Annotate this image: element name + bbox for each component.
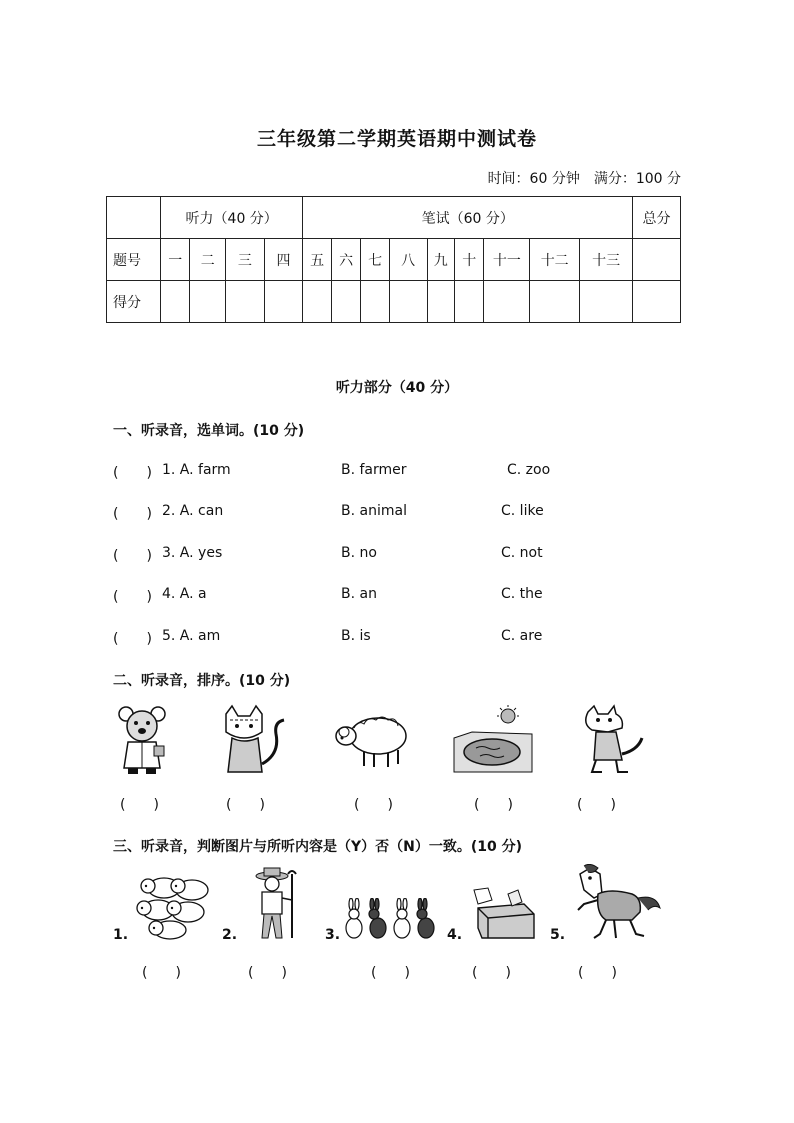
total-header: 总分 [633, 197, 681, 239]
order-paren[interactable]: ( ) [354, 797, 393, 813]
judge-paren[interactable]: ( ) [578, 965, 617, 981]
answer-paren[interactable]: ( ) [113, 465, 152, 481]
score-cell[interactable] [226, 281, 265, 323]
answer-paren[interactable]: ( ) [113, 548, 152, 564]
option-c: C. zoo [507, 462, 551, 478]
score-cell[interactable] [484, 281, 530, 323]
blank-cell [107, 197, 161, 239]
cat-icon [218, 704, 288, 776]
horse-icon [570, 864, 664, 944]
listening-header: 听力（40 分） [160, 197, 302, 239]
option-a: 4. A. a [162, 586, 207, 602]
score-cell[interactable] [427, 281, 454, 323]
page-title: 三年级第二学期英语期中测试卷 [256, 128, 537, 150]
sheep-flock-icon [134, 874, 212, 942]
score-cell[interactable] [303, 281, 331, 323]
option-b: B. animal [341, 503, 407, 519]
col-11: 十一 [484, 239, 530, 281]
option-c: C. not [501, 545, 543, 561]
toolbox-icon [468, 884, 540, 942]
judge-paren[interactable]: ( ) [472, 965, 511, 981]
writing-header: 笔试（60 分） [303, 197, 633, 239]
item-number: 5. [550, 927, 566, 943]
col-8: 八 [389, 239, 427, 281]
score-cell[interactable] [454, 281, 484, 323]
col-2: 二 [190, 239, 226, 281]
judge-paren[interactable]: ( ) [142, 965, 181, 981]
col-13: 十三 [580, 239, 633, 281]
rabbits-icon [344, 898, 440, 942]
judge-paren[interactable]: ( ) [371, 965, 410, 981]
col-6: 六 [331, 239, 361, 281]
order-paren[interactable]: ( ) [120, 797, 159, 813]
option-a: 2. A. can [162, 503, 224, 519]
score-cell[interactable] [331, 281, 361, 323]
col-12: 十二 [530, 239, 580, 281]
bear-doctor-icon [114, 704, 172, 776]
total-cell-2 [633, 239, 681, 281]
col-1: 一 [160, 239, 190, 281]
col-7: 七 [361, 239, 389, 281]
wolf-icon [578, 704, 646, 776]
score-row [107, 281, 681, 323]
option-b: B. farmer [341, 462, 407, 478]
order-paren[interactable]: ( ) [226, 797, 265, 813]
sheep-icon [334, 710, 412, 770]
col-5: 五 [303, 239, 331, 281]
score-cell[interactable] [530, 281, 580, 323]
score-cell[interactable] [264, 281, 303, 323]
item-number: 4. [447, 927, 463, 943]
option-c: C. the [501, 586, 543, 602]
pond-icon [452, 704, 534, 776]
option-b: B. no [341, 545, 377, 561]
col-9: 九 [427, 239, 454, 281]
section3-heading: 三、听录音，判断图片与所听内容是（Y）否（N）一致。(10 分) [113, 839, 523, 855]
listening-part-title: 听力部分（40 分） [335, 380, 459, 396]
section1-heading: 一、听录音，选单词。(10 分) [113, 423, 305, 439]
answer-paren[interactable]: ( ) [113, 589, 152, 605]
option-c: C. are [501, 628, 543, 644]
col-3: 三 [226, 239, 265, 281]
option-a: 1. A. farm [162, 462, 231, 478]
score-cell[interactable] [160, 281, 190, 323]
score-label: 得分 [107, 281, 161, 323]
item-number: 2. [222, 927, 238, 943]
farmer-icon [248, 866, 306, 942]
question-number-label: 题号 [107, 239, 161, 281]
score-table-header-row [107, 197, 681, 239]
option-b: B. is [341, 628, 371, 644]
order-paren[interactable]: ( ) [577, 797, 616, 813]
col-10: 十 [454, 239, 484, 281]
section2-heading: 二、听录音，排序。(10 分) [113, 673, 291, 689]
score-cell[interactable] [389, 281, 427, 323]
item-number: 3. [325, 927, 341, 943]
exam-meta: 时间：60 分钟 满分：100 分 [487, 171, 681, 187]
option-a: 5. A. am [162, 628, 221, 644]
order-paren[interactable]: ( ) [474, 797, 513, 813]
option-a: 3. A. yes [162, 545, 223, 561]
score-cell[interactable] [361, 281, 389, 323]
item-number: 1. [113, 927, 129, 943]
score-cell[interactable] [190, 281, 226, 323]
option-c: C. like [501, 503, 544, 519]
score-cell[interactable] [580, 281, 633, 323]
answer-paren[interactable]: ( ) [113, 506, 152, 522]
question-number-row [107, 239, 681, 281]
total-score-cell[interactable] [633, 281, 681, 323]
option-b: B. an [341, 586, 377, 602]
col-4: 四 [264, 239, 303, 281]
score-table [106, 196, 681, 323]
answer-paren[interactable]: ( ) [113, 631, 152, 647]
judge-paren[interactable]: ( ) [248, 965, 287, 981]
